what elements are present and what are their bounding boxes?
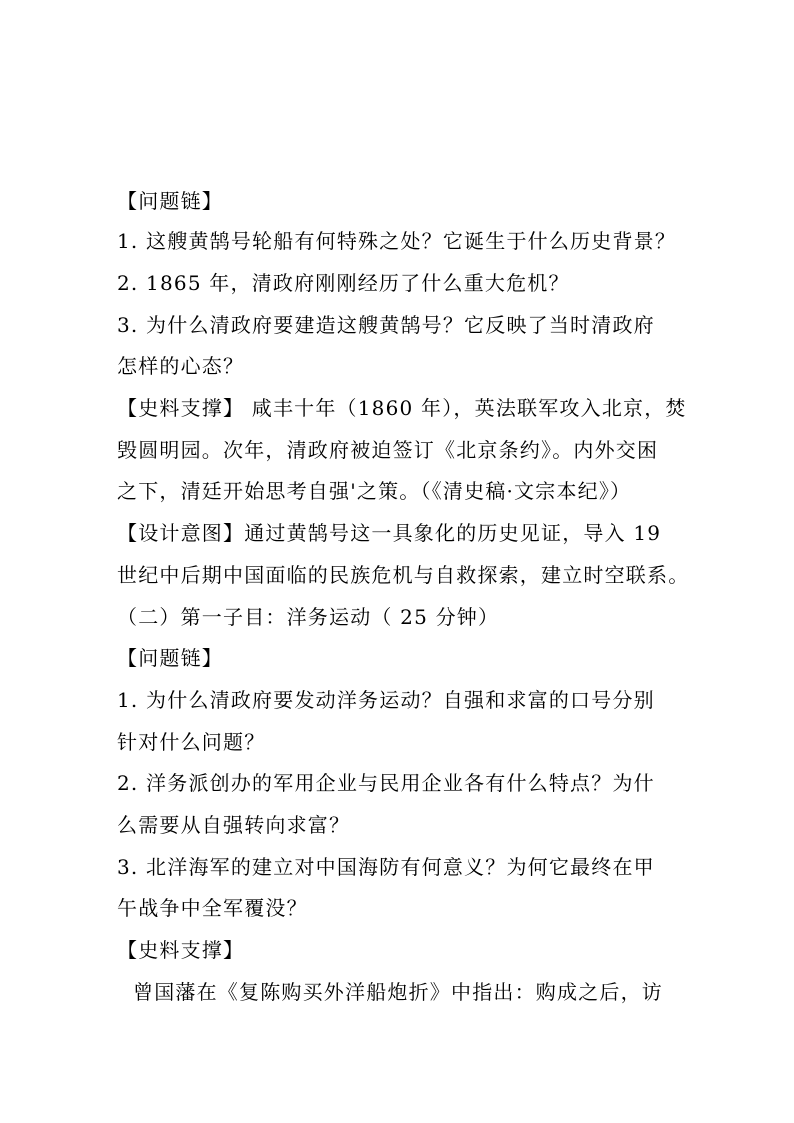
heading-question-chain: 【问题链】: [117, 189, 223, 213]
source-quote-line1: 曾国藩在《复陈购买外洋船炮折》中指出：购成之后，访: [133, 980, 663, 1004]
question-2: 2. 1865 年，清政府刚刚经历了什么重大危机？: [117, 271, 570, 295]
question-2-1-line1: 1. 为什么清政府要发动洋务运动？自强和求富的口号分别: [117, 688, 655, 712]
question-3-line2: 怎样的心态？: [117, 354, 245, 378]
question-2-1-line2: 针对什么问题？: [117, 730, 266, 754]
section-heading: （二）第一子目：洋务运动（ 25 分钟）: [117, 605, 500, 629]
heading-question-chain-2: 【问题链】: [117, 646, 223, 670]
source-support-line1: 【史料支撑】 咸丰十年（1860 年），英法联军攻入北京，焚: [117, 396, 687, 420]
question-2-2-line2: 么需要从自强转向求富？: [117, 813, 351, 837]
heading-source-support-2: 【史料支撑】: [117, 938, 245, 962]
design-intent-line2: 世纪中后期中国面临的民族危机与自救探索，建立时空联系。: [117, 563, 690, 587]
question-3-line1: 3. 为什么清政府要建造这艘黄鹄号？它反映了当时清政府: [117, 313, 655, 337]
source-support-line2: 毁圆明园。次年，清政府被迫签订《北京条约》。内外交困: [117, 438, 659, 462]
question-2-3-line2: 午战争中全军覆没？: [117, 896, 308, 920]
question-2-3-line1: 3. 北洋海军的建立对中国海防有何意义？为何它最终在甲: [117, 855, 655, 879]
source-support-line3: 之下，清廷开始思考自强'之策。（《清史稿·文宗本纪》）: [117, 479, 632, 503]
question-2-2-line1: 2. 洋务派创办的军用企业与民用企业各有什么特点？为什: [117, 771, 655, 795]
design-intent-line1: 【设计意图】通过黄鹄号这一具象化的历史见证，导入 19: [117, 521, 662, 545]
question-1: 1. 这艘黄鹄号轮船有何特殊之处？它诞生于什么历史背景？: [117, 229, 677, 253]
